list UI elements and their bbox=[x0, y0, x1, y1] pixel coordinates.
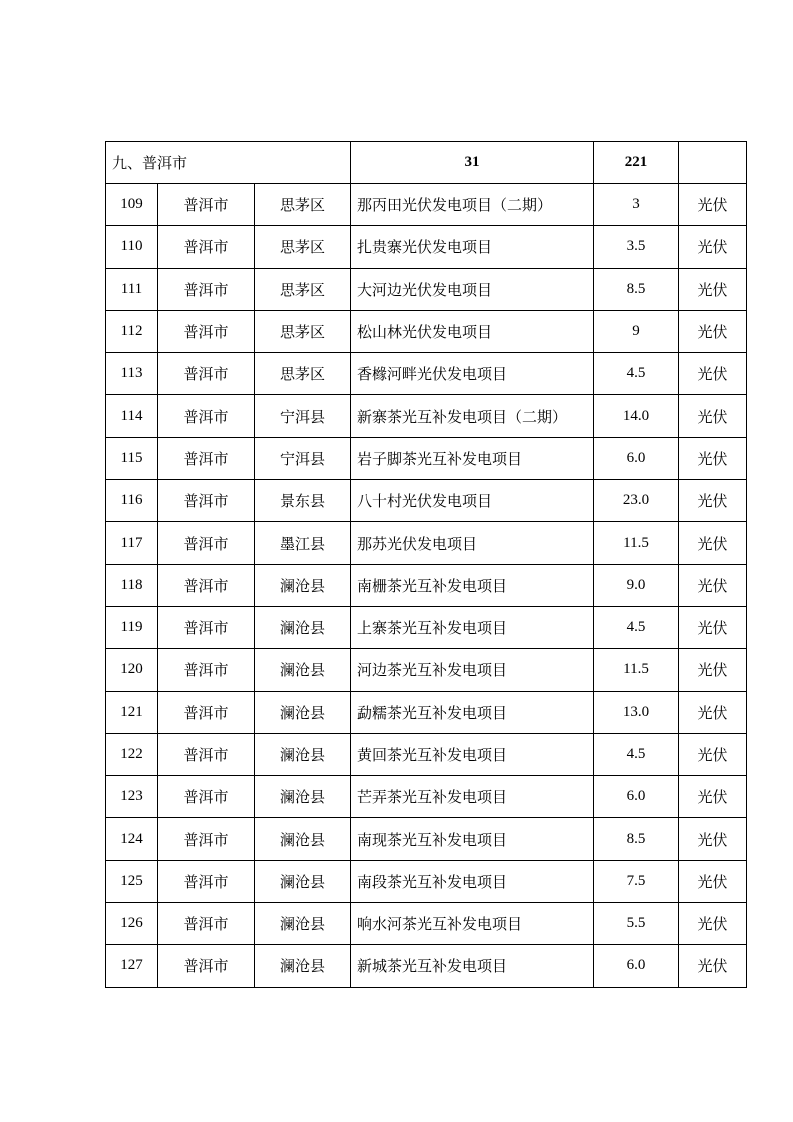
row-type: 光伏 bbox=[679, 522, 747, 564]
row-number: 124 bbox=[106, 818, 158, 860]
row-type: 光伏 bbox=[679, 184, 747, 226]
row-capacity: 8.5 bbox=[594, 268, 679, 310]
row-number: 126 bbox=[106, 903, 158, 945]
row-number: 119 bbox=[106, 606, 158, 648]
table-row bbox=[106, 564, 747, 606]
table-row bbox=[106, 395, 747, 437]
table-row bbox=[106, 945, 747, 987]
row-city: 普洱市 bbox=[158, 733, 255, 775]
row-capacity: 9.0 bbox=[594, 564, 679, 606]
row-city: 普洱市 bbox=[158, 860, 255, 902]
row-type: 光伏 bbox=[679, 606, 747, 648]
row-number: 123 bbox=[106, 776, 158, 818]
row-number: 122 bbox=[106, 733, 158, 775]
row-number: 121 bbox=[106, 691, 158, 733]
row-number: 120 bbox=[106, 649, 158, 691]
row-capacity: 13.0 bbox=[594, 691, 679, 733]
row-type: 光伏 bbox=[679, 353, 747, 395]
row-project-name: 南栅茶光互补发电项目 bbox=[351, 564, 594, 606]
row-capacity: 23.0 bbox=[594, 480, 679, 522]
row-city: 普洱市 bbox=[158, 564, 255, 606]
table-row bbox=[106, 226, 747, 268]
row-capacity: 11.5 bbox=[594, 522, 679, 564]
row-number: 127 bbox=[106, 945, 158, 987]
row-project-name: 勐糯茶光互补发电项目 bbox=[351, 691, 594, 733]
row-number: 116 bbox=[106, 480, 158, 522]
row-project-name: 上寨茶光互补发电项目 bbox=[351, 606, 594, 648]
row-county: 墨江县 bbox=[255, 522, 351, 564]
row-project-name: 香橼河畔光伏发电项目 bbox=[351, 353, 594, 395]
row-project-name: 新城茶光互补发电项目 bbox=[351, 945, 594, 987]
row-county: 澜沧县 bbox=[255, 606, 351, 648]
row-number: 118 bbox=[106, 564, 158, 606]
table-row bbox=[106, 353, 747, 395]
row-city: 普洱市 bbox=[158, 649, 255, 691]
table-row bbox=[106, 268, 747, 310]
row-city: 普洱市 bbox=[158, 226, 255, 268]
section-project-count: 31 bbox=[351, 142, 594, 184]
row-number: 112 bbox=[106, 310, 158, 352]
row-number: 117 bbox=[106, 522, 158, 564]
row-project-name: 南段茶光互补发电项目 bbox=[351, 860, 594, 902]
section-label: 九、普洱市 bbox=[106, 142, 351, 184]
table-row bbox=[106, 860, 747, 902]
row-project-name: 响水河茶光互补发电项目 bbox=[351, 903, 594, 945]
row-number: 125 bbox=[106, 860, 158, 902]
row-county: 思茅区 bbox=[255, 353, 351, 395]
section-total-capacity: 221 bbox=[594, 142, 679, 184]
row-county: 思茅区 bbox=[255, 268, 351, 310]
row-county: 思茅区 bbox=[255, 226, 351, 268]
row-project-name: 南现茶光互补发电项目 bbox=[351, 818, 594, 860]
row-type: 光伏 bbox=[679, 480, 747, 522]
row-city: 普洱市 bbox=[158, 776, 255, 818]
table-row bbox=[106, 649, 747, 691]
row-number: 115 bbox=[106, 437, 158, 479]
row-type: 光伏 bbox=[679, 395, 747, 437]
row-type: 光伏 bbox=[679, 818, 747, 860]
row-city: 普洱市 bbox=[158, 353, 255, 395]
table-row bbox=[106, 776, 747, 818]
table-row bbox=[106, 733, 747, 775]
row-county: 澜沧县 bbox=[255, 776, 351, 818]
row-project-name: 那苏光伏发电项目 bbox=[351, 522, 594, 564]
row-county: 宁洱县 bbox=[255, 437, 351, 479]
row-county: 澜沧县 bbox=[255, 691, 351, 733]
row-type: 光伏 bbox=[679, 437, 747, 479]
row-city: 普洱市 bbox=[158, 184, 255, 226]
row-county: 宁洱县 bbox=[255, 395, 351, 437]
table-row bbox=[106, 818, 747, 860]
row-type: 光伏 bbox=[679, 226, 747, 268]
row-project-name: 岩子脚茶光互补发电项目 bbox=[351, 437, 594, 479]
table-row bbox=[106, 522, 747, 564]
row-capacity: 4.5 bbox=[594, 353, 679, 395]
row-capacity: 6.0 bbox=[594, 776, 679, 818]
row-type: 光伏 bbox=[679, 564, 747, 606]
row-city: 普洱市 bbox=[158, 395, 255, 437]
row-type: 光伏 bbox=[679, 268, 747, 310]
row-county: 澜沧县 bbox=[255, 945, 351, 987]
row-county: 澜沧县 bbox=[255, 564, 351, 606]
row-county: 景东县 bbox=[255, 480, 351, 522]
table-row bbox=[106, 606, 747, 648]
row-number: 111 bbox=[106, 268, 158, 310]
row-project-name: 八十村光伏发电项目 bbox=[351, 480, 594, 522]
row-county: 澜沧县 bbox=[255, 903, 351, 945]
table-row bbox=[106, 184, 747, 226]
table-row bbox=[106, 310, 747, 352]
row-city: 普洱市 bbox=[158, 310, 255, 352]
row-capacity: 3 bbox=[594, 184, 679, 226]
row-project-name: 大河边光伏发电项目 bbox=[351, 268, 594, 310]
row-type: 光伏 bbox=[679, 945, 747, 987]
row-number: 114 bbox=[106, 395, 158, 437]
section-type bbox=[679, 142, 747, 184]
section-header-row bbox=[106, 142, 747, 184]
row-project-name: 河边茶光互补发电项目 bbox=[351, 649, 594, 691]
row-city: 普洱市 bbox=[158, 268, 255, 310]
row-type: 光伏 bbox=[679, 310, 747, 352]
row-county: 思茅区 bbox=[255, 310, 351, 352]
row-number: 109 bbox=[106, 184, 158, 226]
row-type: 光伏 bbox=[679, 903, 747, 945]
table-row bbox=[106, 691, 747, 733]
row-city: 普洱市 bbox=[158, 818, 255, 860]
row-capacity: 14.0 bbox=[594, 395, 679, 437]
row-capacity: 4.5 bbox=[594, 733, 679, 775]
row-city: 普洱市 bbox=[158, 606, 255, 648]
row-project-name: 松山林光伏发电项目 bbox=[351, 310, 594, 352]
table-row bbox=[106, 903, 747, 945]
row-capacity: 9 bbox=[594, 310, 679, 352]
row-city: 普洱市 bbox=[158, 903, 255, 945]
row-city: 普洱市 bbox=[158, 691, 255, 733]
row-city: 普洱市 bbox=[158, 480, 255, 522]
row-city: 普洱市 bbox=[158, 522, 255, 564]
row-city: 普洱市 bbox=[158, 437, 255, 479]
row-capacity: 4.5 bbox=[594, 606, 679, 648]
row-capacity: 7.5 bbox=[594, 860, 679, 902]
row-number: 113 bbox=[106, 353, 158, 395]
row-capacity: 5.5 bbox=[594, 903, 679, 945]
row-capacity: 8.5 bbox=[594, 818, 679, 860]
row-project-name: 那丙田光伏发电项目（二期） bbox=[351, 184, 594, 226]
row-capacity: 6.0 bbox=[594, 437, 679, 479]
table-row bbox=[106, 437, 747, 479]
row-capacity: 11.5 bbox=[594, 649, 679, 691]
table-row bbox=[106, 480, 747, 522]
row-type: 光伏 bbox=[679, 776, 747, 818]
row-capacity: 6.0 bbox=[594, 945, 679, 987]
row-project-name: 扎贵寨光伏发电项目 bbox=[351, 226, 594, 268]
row-type: 光伏 bbox=[679, 860, 747, 902]
row-project-name: 黄回茶光互补发电项目 bbox=[351, 733, 594, 775]
row-county: 澜沧县 bbox=[255, 860, 351, 902]
row-project-name: 芒弄茶光互补发电项目 bbox=[351, 776, 594, 818]
row-project-name: 新寨茶光互补发电项目（二期） bbox=[351, 395, 594, 437]
row-county: 思茅区 bbox=[255, 184, 351, 226]
row-type: 光伏 bbox=[679, 691, 747, 733]
row-capacity: 3.5 bbox=[594, 226, 679, 268]
row-county: 澜沧县 bbox=[255, 818, 351, 860]
row-city: 普洱市 bbox=[158, 945, 255, 987]
project-table bbox=[105, 141, 747, 988]
row-type: 光伏 bbox=[679, 649, 747, 691]
project-table-body bbox=[106, 142, 747, 988]
row-county: 澜沧县 bbox=[255, 733, 351, 775]
row-number: 110 bbox=[106, 226, 158, 268]
row-type: 光伏 bbox=[679, 733, 747, 775]
row-county: 澜沧县 bbox=[255, 649, 351, 691]
